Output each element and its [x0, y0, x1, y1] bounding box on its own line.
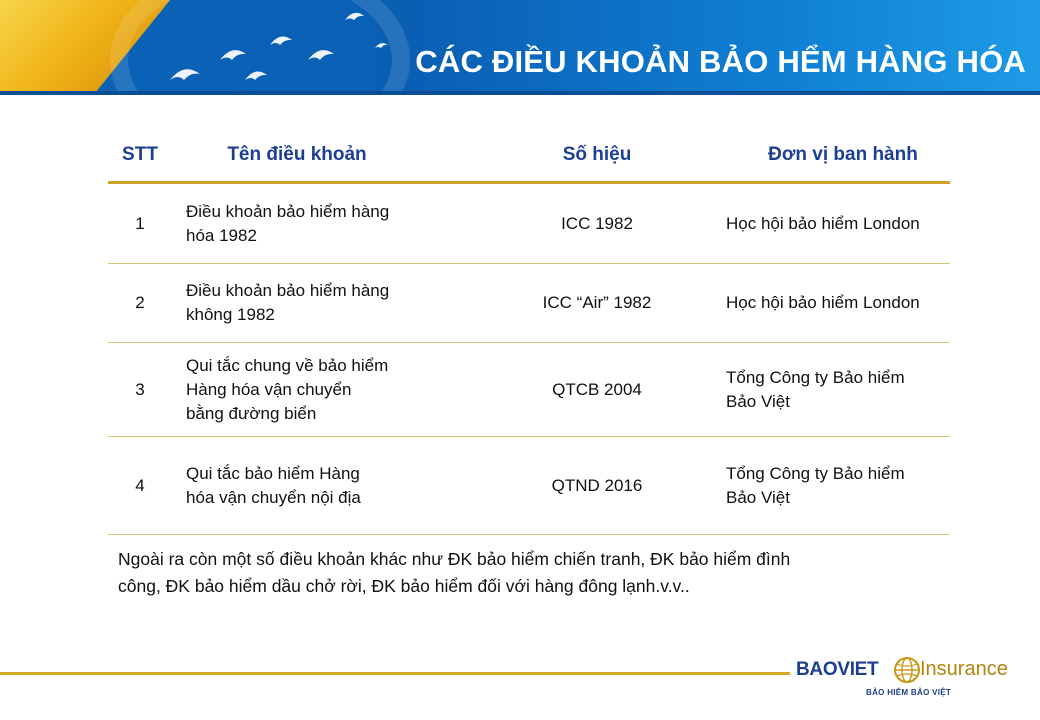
cell-name: [172, 279, 482, 327]
logo-tagline: BẢO HIỂM BẢO VIỆT: [866, 688, 952, 697]
cell-name-line: Qui tắc chung về bảo hiểm: [186, 355, 389, 375]
page-title: CÁC ĐIỀU KHOẢN BẢO HỂM HÀNG HÓA: [415, 44, 1026, 79]
cell-stt: 4: [135, 475, 145, 495]
header-stt: STT: [122, 143, 158, 165]
footer-gold-rule: [0, 672, 790, 675]
cell-name-line: hóa vận chuyển nội địa: [186, 487, 361, 507]
flying-birds-icon: [150, 0, 410, 95]
cell-issuer-line: Bảo Việt: [726, 391, 790, 411]
cell-issuer-line: Học hội bảo hiểm London: [726, 293, 920, 312]
cell-issuer: [712, 291, 950, 315]
cell-issuer-line: Tổng Công ty Bảo hiểm: [726, 463, 905, 483]
cell-stt: 3: [135, 379, 145, 399]
cell-stt: 2: [135, 293, 145, 312]
header-name: Tên điều khoản: [227, 143, 367, 165]
cell-name: [172, 354, 482, 426]
cell-stt: 1: [135, 213, 145, 233]
note-line: công, ĐK bảo hiểm dầu chở rời, ĐK bảo hiểm đối với hàng đông lạnh.v.v..: [118, 576, 690, 596]
title-banner: [0, 0, 1040, 95]
banner-bottom-edge: [0, 91, 1040, 95]
cell-name-line: hóa 1982: [186, 225, 257, 245]
cell-name-line: Điều khoản bảo hiểm hàng: [186, 201, 390, 221]
header-issuer: Đơn vị ban hành: [768, 143, 918, 165]
cell-name: [172, 462, 482, 510]
cell-issuer: [712, 462, 950, 510]
cell-issuer-line: Tổng Công ty Bảo hiểm: [726, 367, 905, 387]
cell-name: [172, 200, 482, 248]
cell-code: QTND 2016: [551, 475, 643, 495]
header-code: Số hiệu: [562, 143, 632, 165]
logo-brand-text: BAOVIET: [796, 659, 879, 680]
cell-name-line: Hàng hóa vận chuyển: [186, 379, 352, 399]
baoviet-insurance-logo: [796, 654, 1032, 704]
table-header-row: [108, 128, 950, 184]
cell-code: ICC “Air” 1982: [542, 293, 652, 312]
cell-issuer-line: Bảo Việt: [726, 487, 790, 507]
table-row: [108, 343, 950, 437]
table-row: [108, 184, 950, 264]
cell-name-line: bằng đường biển: [186, 403, 317, 423]
table-row: [108, 264, 950, 343]
cell-issuer: [712, 366, 950, 414]
logo-suffix-text: Insurance: [920, 658, 1008, 680]
clauses-table: [108, 128, 950, 535]
table-row: [108, 437, 950, 535]
cell-name-line: không 1982: [186, 305, 275, 324]
cell-issuer: [712, 212, 950, 236]
additional-note: [118, 546, 948, 600]
cell-name-line: Điều khoản bảo hiểm hàng: [186, 281, 390, 300]
cell-code: ICC 1982: [561, 213, 633, 233]
globe-icon: [892, 655, 922, 685]
cell-issuer-line: Học hội bảo hiểm London: [726, 213, 920, 233]
note-line: Ngoài ra còn một số điều khoản khác như ĐK bảo hiểm chiến tranh, ĐK bảo hiểm đình: [118, 549, 791, 569]
cell-code: QTCB 2004: [552, 379, 642, 399]
cell-name-line: Qui tắc bảo hiểm Hàng: [186, 463, 360, 483]
